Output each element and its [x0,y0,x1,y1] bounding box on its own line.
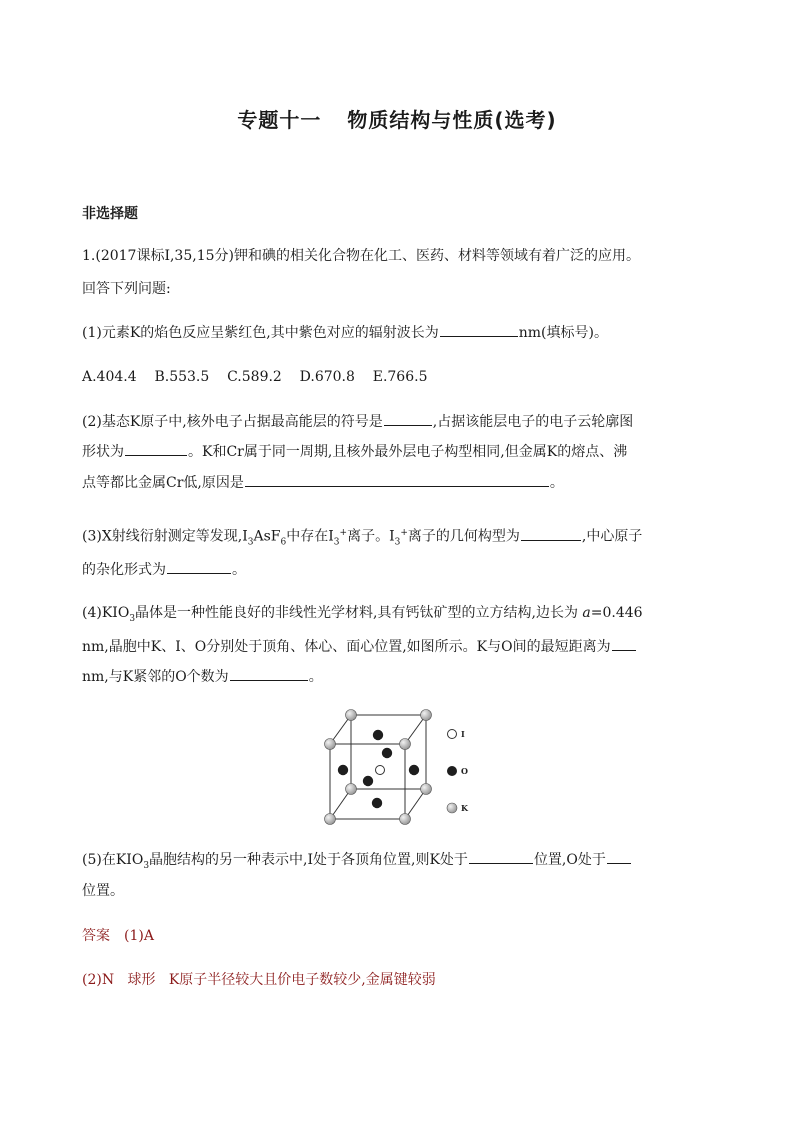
q1-part3-text: 离子的几何构型为 [407,528,520,545]
option-a: A.404.4 [82,369,137,385]
q1-part1-unit: nm(填标号)。 [518,325,608,341]
q1-part2-line1 [82,411,633,432]
potassium-atom [421,710,432,721]
q1-part4-text: nm,晶胞中K、I、O分别处于顶角、体心、面心位置,如图所示。K与O间的最短距离为 [82,639,611,655]
answer-blank[interactable] [440,322,518,337]
title-topic: 专题十一 [237,108,322,132]
answer-blank[interactable] [245,472,549,487]
q1-part2-line2 [82,441,627,462]
answer-blank[interactable] [230,666,308,681]
legend-k-marker [447,803,457,813]
subscript: 3 [129,613,136,624]
answer-part2-reason: K原子半径较大且价电子数较少,金属键较弱 [168,972,436,988]
oxygen-atom [382,748,392,758]
potassium-atom [400,739,411,750]
q1-part3-text: 。 [232,562,246,578]
subscript: 3 [333,537,340,548]
option-e: E.766.5 [372,369,428,385]
q1-part3-line2 [82,559,246,580]
oxygen-atom [373,730,383,740]
q1-part2-text: 。K和Cr属于同一周期,且核外最外层电子构型相同,但金属K的熔点、沸 [188,444,628,460]
legend-o-label: O [461,766,468,776]
legend-i-marker [448,730,457,739]
legend-k-label: K [461,803,468,813]
q1-part1-text: (1)元素K的焰色反应呈紫红色,其中紫色对应的辐射波长为 [82,325,439,341]
subscript: 3 [247,537,254,548]
q1-part2-text: (2)基态K原子中,核外电子占据最高能层的符号是 [82,414,383,430]
q1-options [82,367,427,387]
answer-part2-shape: 球形 [127,972,156,988]
q1-part2-text: ,占据该能层电子的电子云轮廓图 [432,414,634,430]
answer-blank[interactable] [607,849,631,864]
answer-blank[interactable] [469,849,533,864]
q1-part4-text: =0.446 [590,605,643,621]
answer-line1 [82,926,154,946]
page-title [0,104,794,133]
potassium-atom [421,784,432,795]
q1-part3-text: 的杂化形式为 [82,562,166,578]
option-d: D.670.8 [299,369,355,385]
subscript: 3 [394,537,401,548]
q1-part4-text: 。 [308,669,323,685]
q1-part5-text: 晶胞结构的另一种表示中,I处于各顶角位置,则K处于 [149,852,468,868]
answer-blank[interactable] [125,441,187,456]
potassium-atom [346,710,357,721]
option-b: B.553.5 [154,369,210,385]
potassium-atom [346,784,357,795]
q1-part3-text: (3)X射线衍射测定等发现,I [82,528,248,545]
section-heading: 非选择题 [82,206,138,222]
answer-blank[interactable] [384,411,432,426]
q1-part3-text: ,中心原子 [581,528,643,545]
q1-part4-text: 晶体是一种性能良好的非线性光学材料,具有钙钛矿型的立方结构,边长为 [135,605,578,621]
superscript: + [400,528,408,538]
q1-part1 [82,322,608,343]
oxygen-atom [338,765,348,775]
q1-part3-text: 离子。I [347,528,395,545]
title-subtitle: 物质结构与性质(选考) [347,108,557,132]
subscript: 3 [143,860,150,871]
oxygen-atom [409,765,419,775]
q1-part5-line1 [82,849,632,876]
q1-part4-text: (4)KIO [82,605,130,621]
q1-part5-line2 [82,881,124,901]
crystal-structure-figure [318,704,478,832]
formula-part: AsF [253,528,281,545]
option-c: C.589.2 [227,369,282,385]
edge-length-symbol: a [582,605,591,621]
superscript: + [339,528,348,538]
q1-part5-text: 位置,O处于 [533,852,606,868]
subscript: 6 [280,537,287,548]
legend-o-marker [447,766,457,776]
iodine-atom [376,766,385,775]
q1-part5-text: (5)在KIO [82,852,144,868]
answer-part2-shell: (2)N [82,972,115,988]
q1-part4-line2 [82,636,637,657]
potassium-atom [325,739,336,750]
q1-part2-line3 [82,472,564,493]
q1-part4-line1 [82,603,643,629]
answer-blank[interactable] [167,559,231,574]
oxygen-atom [372,798,382,808]
potassium-atom [325,814,336,825]
q1-part2-text: 。 [549,475,564,491]
q1-part3-text: 中存在I [286,528,334,545]
q1-part4-text: nm,与K紧邻的O个数为 [82,669,229,685]
figure-legend [447,729,469,813]
q1-part2-text: 点等都比金属Cr低,原因是 [82,475,244,491]
q1-part2-text: 形状为 [82,444,124,460]
answer-line2 [82,970,436,990]
answer-blank[interactable] [521,526,581,541]
q1-intro-line2: 回答下列问题: [82,281,171,297]
potassium-atom [400,814,411,825]
q1-part4-line3 [82,666,323,687]
q1-part3-line1 [82,523,642,552]
legend-i-label: I [461,729,465,739]
answer-label: 答案 [82,928,110,944]
q1-part5-text: 位置。 [82,883,124,899]
q1-intro-line1: 1.(2017课标Ⅰ,35,15分)钾和碘的相关化合物在化工、医药、材料等领域有着广泛的应用。 [82,248,640,264]
answer-part1: (1)A [124,928,154,944]
answer-blank[interactable] [612,636,636,651]
oxygen-atom [363,776,373,786]
